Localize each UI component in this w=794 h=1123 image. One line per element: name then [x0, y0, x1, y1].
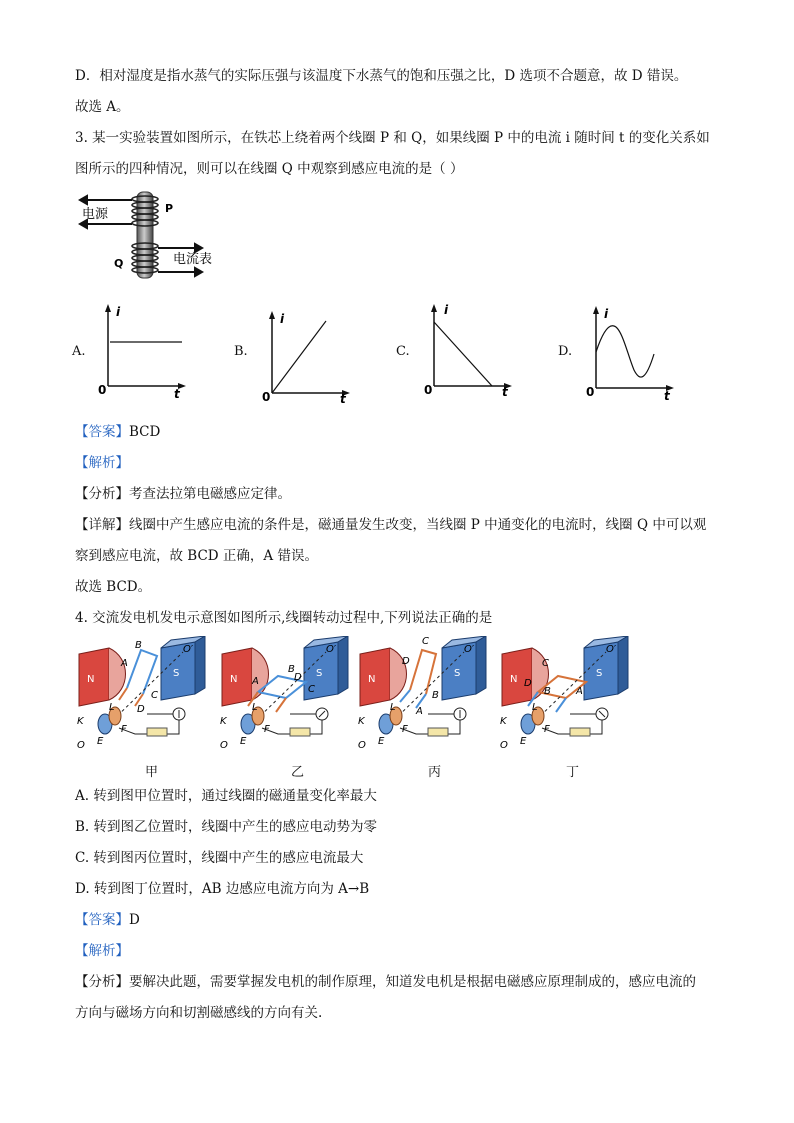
generator-figure-ding: [498, 636, 638, 752]
graph-b-origin: 0: [262, 390, 271, 404]
generator-figure-jia: [75, 636, 215, 752]
q3-stem-line2: 图所示的四种情况，则可以在线圈 Q 中观察到感应电流的是（ ）: [75, 161, 464, 177]
graph-a-x-label: t: [174, 387, 180, 401]
gen-bing-label-2: D: [402, 656, 410, 667]
q3-detail-tag: 【详解】: [75, 517, 129, 533]
gen-ding-e: E: [520, 736, 527, 747]
gen-yi-e: E: [240, 736, 247, 747]
q4-analysis: [75, 942, 129, 960]
q4-stem: 4. 交流发电机发电示意图如图所示,线圈转动过程中,下列说法正确的是: [75, 610, 493, 626]
gen-jia-e: E: [97, 736, 104, 747]
gen-ding-n: N: [510, 674, 518, 685]
graph-d-x-label: t: [664, 389, 670, 403]
graph-c-option: C.: [396, 344, 410, 359]
q3-stem-line1: 3. 某一实验装置如图所示，在铁芯上绕着两个线圈 P 和 Q，如果线圈 P 中的电流 i 随时间 t 的变化关系如: [75, 130, 710, 146]
gen-jia-label-3: C: [151, 690, 158, 701]
gen-jia-o-prime: O′: [183, 644, 194, 655]
gen-jia-s: S: [173, 668, 180, 679]
caption-yi: 乙: [291, 765, 305, 780]
coil-apparatus-figure: [78, 190, 228, 282]
q3-analysis-head: [75, 485, 291, 503]
generator-jia-diagram: [75, 636, 215, 748]
generator-ding-diagram: [498, 636, 638, 748]
q4-answer-tag: 【答案】: [75, 912, 129, 928]
q3-detail-line1: [75, 516, 706, 534]
power-source-label: 电源: [82, 207, 109, 222]
q4-option-d: D. 转到图丁位置时，AB 边感应电流方向为 A→B: [75, 881, 370, 897]
q2-option-d: D．相对湿度是指水蒸气的实际压强与该温度下水蒸气的饱和压强之比，D 选项不合题意，故 D 错误。: [75, 68, 688, 84]
q3-answer-value: BCD: [129, 424, 161, 440]
generator-yi-diagram: [218, 636, 358, 748]
q3-answer: [75, 423, 160, 441]
graph-b-x-label: t: [340, 392, 346, 405]
graph-c-curve: [434, 322, 492, 386]
q3-analysis-head-text: 考查法拉第电磁感应定律。: [129, 486, 291, 502]
gen-bing-label-4: A: [416, 706, 423, 717]
q3-answer-tag: 【答案】: [75, 424, 129, 440]
gen-jia-k: K: [77, 716, 84, 727]
gen-yi-label-3: C: [308, 684, 315, 695]
gen-jia-f: F: [121, 724, 127, 735]
gen-bing-l: L: [390, 702, 396, 713]
graph-d-y-label: i: [604, 307, 609, 321]
gen-yi-k: K: [220, 716, 227, 727]
q4-analysis-line1: [75, 973, 696, 991]
graph-b-linear-rise: [252, 305, 362, 405]
gen-bing-k: K: [358, 716, 365, 727]
gen-jia-l: L: [109, 702, 115, 713]
graph-d-sine: [576, 300, 686, 406]
graph-b-curve: [272, 321, 326, 393]
gen-bing-o: O: [358, 740, 366, 748]
graph-a-option: A.: [72, 344, 86, 359]
gen-bing-label-1: C: [422, 636, 429, 647]
gen-ding-l: L: [532, 702, 538, 713]
gen-bing-o-prime: O′: [464, 644, 475, 655]
q3-analysis: [75, 454, 129, 472]
gen-ding-o: O: [500, 740, 508, 748]
q3-detail-line2: 察到感应电流，故 BCD 正确，A 错误。: [75, 548, 318, 564]
graph-a-constant: [88, 298, 198, 404]
gen-bing-label-3: B: [432, 690, 439, 701]
gen-bing-f: F: [402, 724, 408, 735]
graph-d-curve: [596, 326, 654, 377]
q4-answer: [75, 911, 140, 929]
q4-option-a: A. 转到图甲位置时，通过线圈的磁通量变化率最大: [75, 788, 377, 804]
generator-bing-diagram: [356, 636, 496, 748]
gen-yi-label-2: A: [252, 676, 259, 687]
gen-yi-s: S: [316, 668, 323, 679]
graph-b-y-label: i: [280, 312, 285, 326]
gen-jia-label-1: B: [135, 640, 142, 651]
q2-conclusion: 故选 A。: [75, 99, 130, 115]
caption-jia: 甲: [145, 765, 159, 780]
caption-bing: 丙: [428, 765, 442, 780]
gen-bing-e: E: [378, 736, 385, 747]
gen-jia-n: N: [87, 674, 95, 685]
graph-c-x-label: t: [502, 385, 508, 399]
gen-yi-o: O: [220, 740, 228, 748]
graph-d-origin: 0: [586, 385, 595, 399]
q3-analysis-head-tag: 【分析】: [75, 486, 129, 502]
q4-answer-value: D: [129, 912, 140, 928]
gen-yi-f: F: [264, 724, 270, 735]
gen-bing-n: N: [368, 674, 376, 685]
graph-d-option: D.: [558, 344, 573, 359]
graph-c-origin: 0: [424, 383, 433, 397]
graph-a-y-label: i: [116, 305, 121, 319]
graph-b-option: B.: [234, 344, 248, 359]
gen-yi-o-prime: O′: [326, 644, 337, 655]
q4-option-c: C. 转到图丙位置时，线圈中产生的感应电流最大: [75, 850, 364, 866]
gen-jia-label-4: D: [137, 704, 145, 715]
gen-ding-o-prime: O′: [606, 644, 617, 655]
coil-p-label: P: [165, 202, 174, 215]
q3-conclusion: 故选 BCD。: [75, 579, 152, 595]
gen-jia-o: O: [77, 740, 85, 748]
gen-ding-label-2: D: [524, 678, 532, 689]
q4-option-b: B. 转到图乙位置时，线圈中产生的感应电动势为零: [75, 819, 378, 835]
q4-analysis-line2: 方向与磁场方向和切割磁感线的方向有关.: [75, 1005, 323, 1021]
gen-yi-label-1: B: [288, 664, 295, 675]
ammeter-label: 电流表: [173, 252, 213, 267]
caption-ding: 丁: [566, 765, 580, 780]
q4-analysis-head-tag: 【分析】: [75, 974, 129, 990]
gen-ding-k: K: [500, 716, 507, 727]
graph-a-origin: 0: [98, 383, 107, 397]
gen-ding-label-4: A: [576, 686, 583, 697]
gen-ding-label-3: B: [544, 686, 551, 697]
gen-yi-n: N: [230, 674, 238, 685]
graph-c-y-label: i: [444, 303, 449, 317]
q3-analysis-tag: 【解析】: [75, 455, 129, 471]
gen-bing-s: S: [454, 668, 461, 679]
gen-ding-f: F: [544, 724, 550, 735]
gen-ding-s: S: [596, 668, 603, 679]
q4-analysis-text1: 要解决此题，需要掌握发电机的制作原理，知道发电机是根据电磁感应原理制成的，感应电流的: [129, 974, 696, 990]
graph-c-linear-fall: [414, 298, 524, 404]
q3-detail-text1: 线圈中产生感应电流的条件是，磁通量发生改变，当线圈 P 中通变化的电流时，线圈 Q 中可以观: [129, 517, 707, 533]
q4-analysis-tag: 【解析】: [75, 943, 129, 959]
gen-yi-label-4: D: [294, 672, 302, 683]
generator-figure-bing: [356, 636, 496, 752]
gen-ding-label-1: C: [542, 658, 549, 669]
gen-jia-label-2: A: [121, 658, 128, 669]
coil-q-label: Q: [114, 257, 124, 270]
gen-yi-l: L: [252, 702, 258, 713]
generator-figure-yi: [218, 636, 358, 752]
